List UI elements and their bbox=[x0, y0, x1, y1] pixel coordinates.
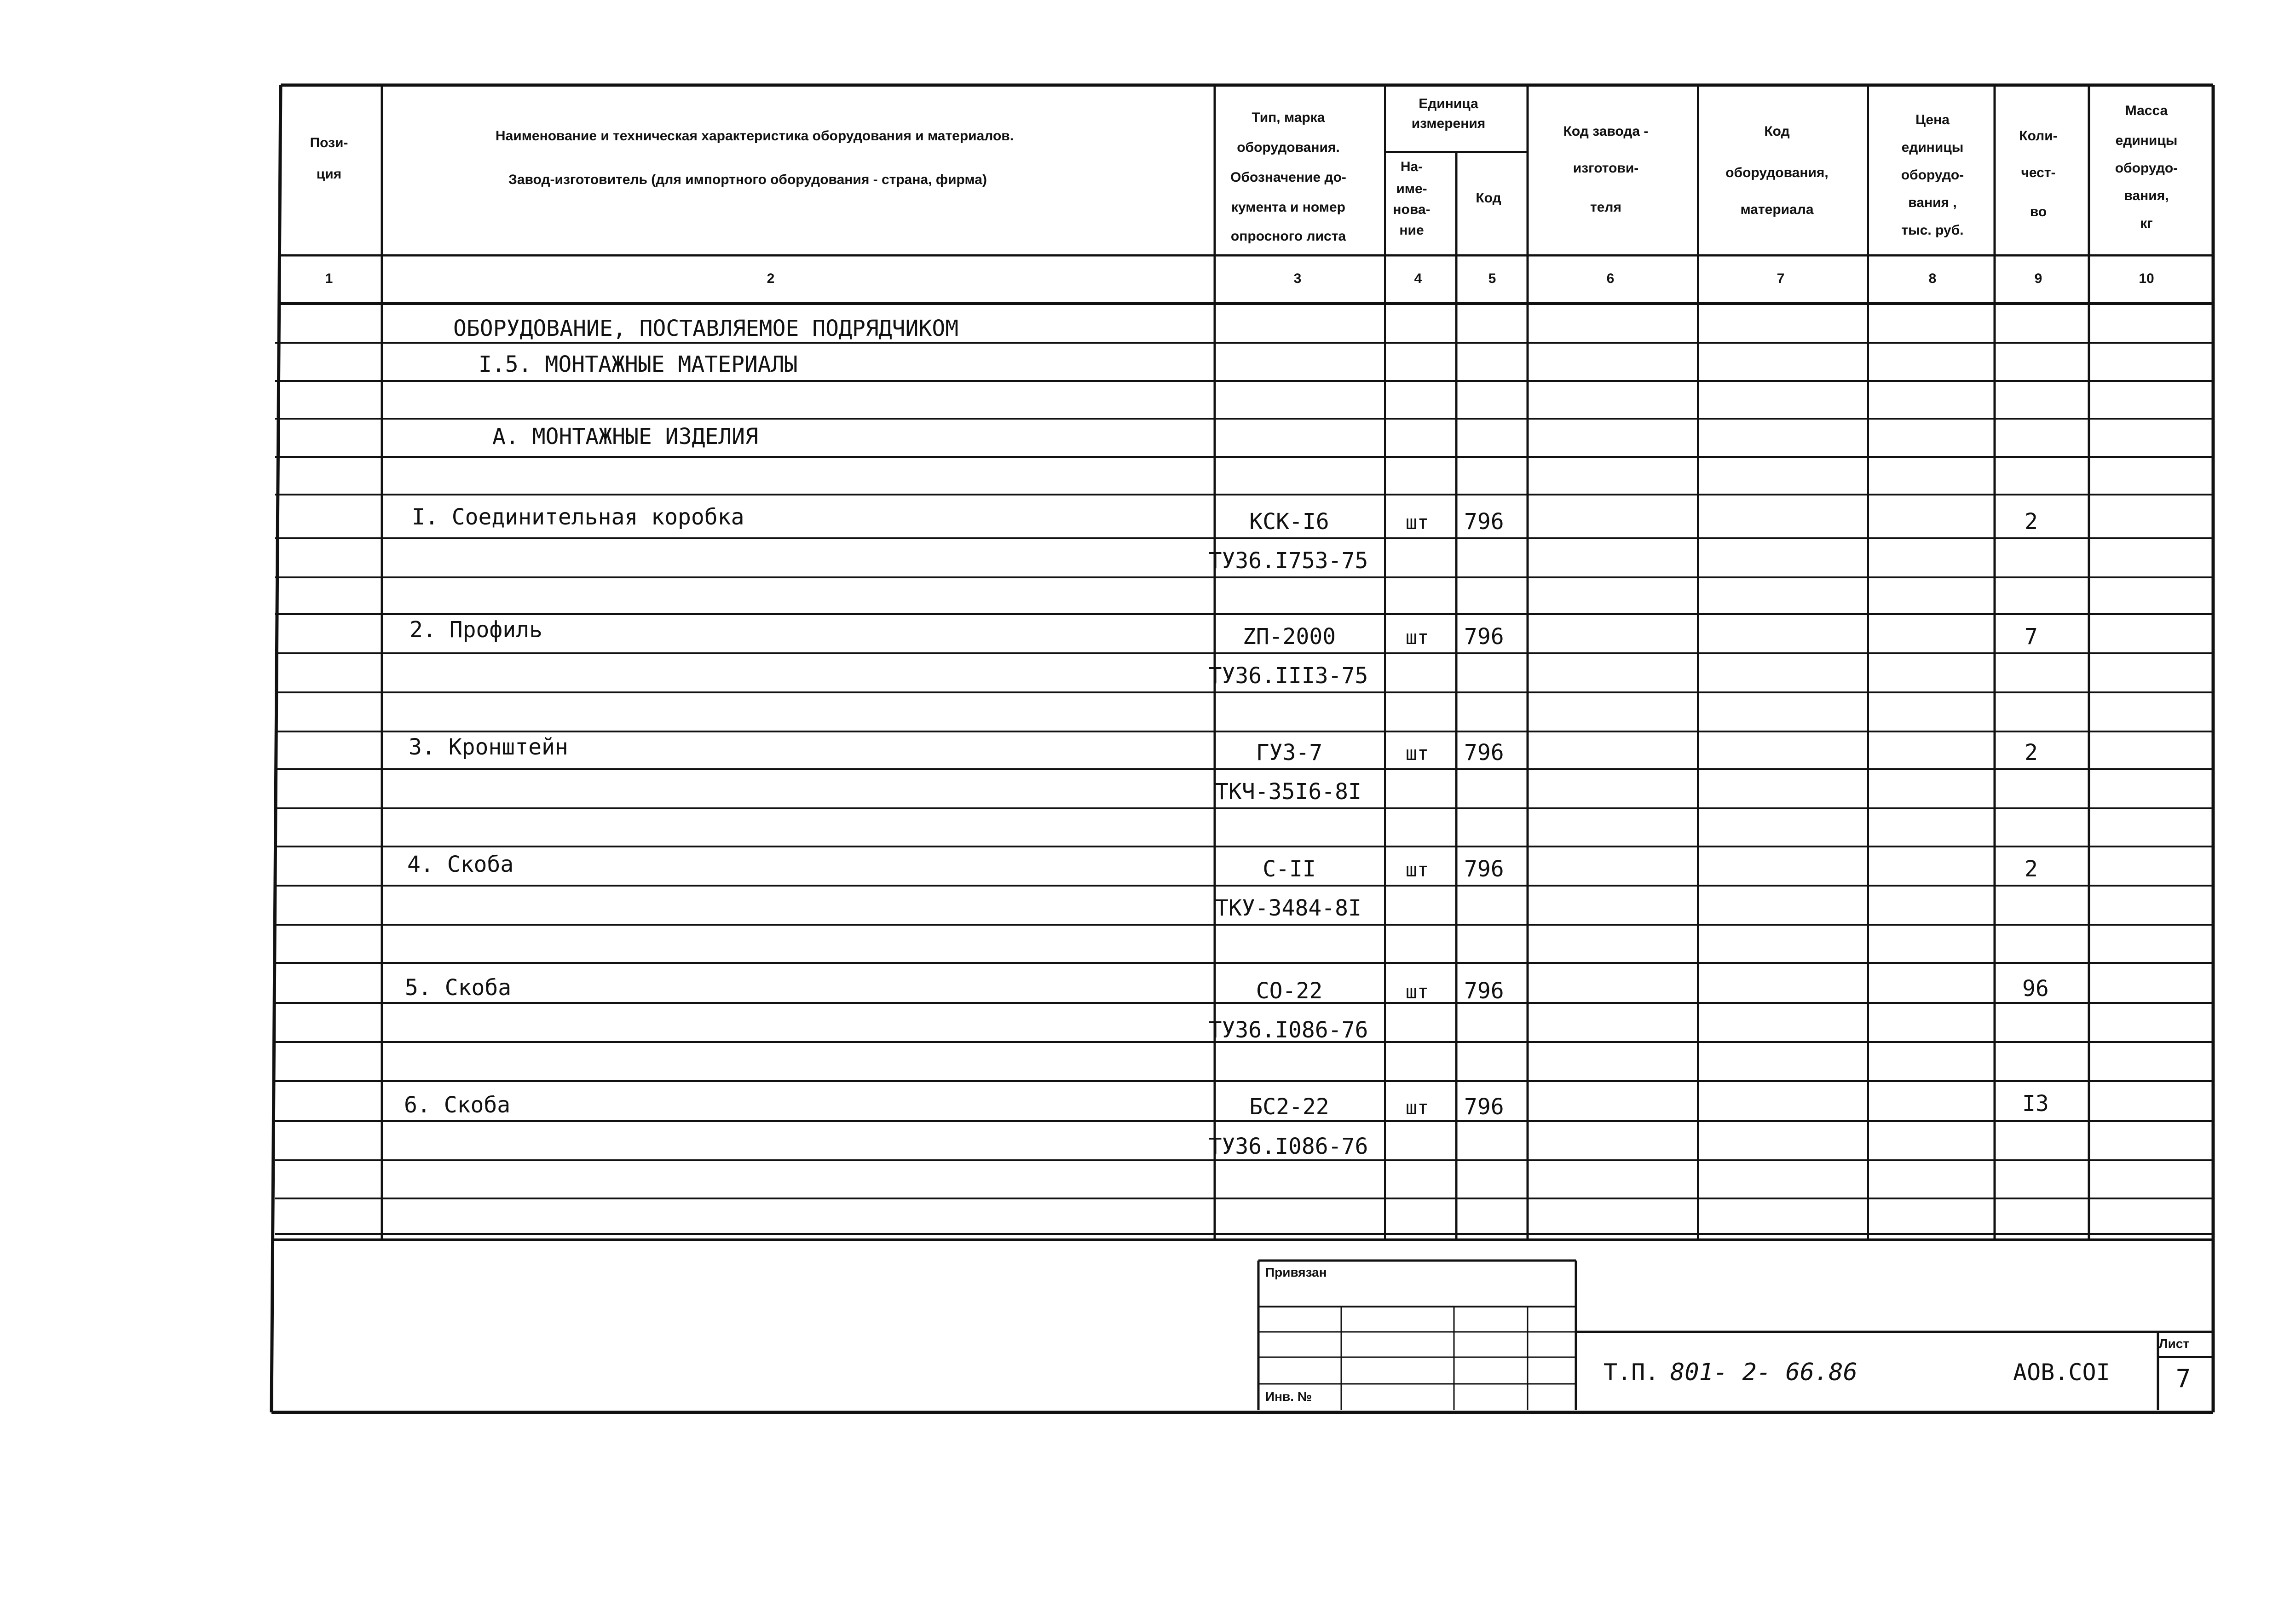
header-col9-line3: во bbox=[2030, 204, 2047, 219]
stamp-doc-code: АОВ.СОI bbox=[2013, 1359, 2110, 1386]
item-type: ГУЗ-7 bbox=[1256, 740, 1323, 766]
item-qty: 96 bbox=[2022, 976, 2049, 1002]
header-unit-line1: Единица bbox=[1419, 96, 1478, 111]
column-number-1: 1 bbox=[325, 271, 333, 286]
header-col3-line1: Тип, марка bbox=[1252, 110, 1325, 125]
column-number-4: 4 bbox=[1414, 271, 1422, 286]
item-qty: I3 bbox=[2022, 1091, 2049, 1117]
column-number-10: 10 bbox=[2139, 271, 2154, 286]
header-col8-line3: оборудо- bbox=[1901, 167, 1964, 183]
item-name: 4. Скоба bbox=[407, 852, 514, 877]
header-col8-line2: единицы bbox=[1901, 140, 1964, 155]
item-code: 796 bbox=[1464, 978, 1504, 1004]
header-col4-line2: име- bbox=[1396, 181, 1427, 196]
header-col10-line1: Масса bbox=[2125, 103, 2168, 118]
item-code: 796 bbox=[1464, 856, 1504, 882]
header-unit-line2: измерения bbox=[1411, 116, 1486, 131]
item-type: С-II bbox=[1263, 856, 1316, 882]
item-doc: ТУ36.I086-76 bbox=[1208, 1134, 1368, 1159]
item-code: 796 bbox=[1464, 740, 1504, 766]
header-col8-line4: вания , bbox=[1908, 195, 1957, 210]
item-type: БС2-22 bbox=[1249, 1094, 1329, 1120]
item-name: 2. Профиль bbox=[410, 617, 542, 643]
header-col10-line4: вания, bbox=[2124, 188, 2169, 203]
item-type: СО-22 bbox=[1256, 978, 1323, 1004]
stamp-sheet-label: Лист bbox=[2159, 1336, 2190, 1351]
header-col10-line3: оборудо- bbox=[2115, 161, 2178, 176]
item-type: ZП-2000 bbox=[1242, 624, 1336, 650]
header-col7-line3: материала bbox=[1740, 202, 1814, 217]
stamp-bound-label: Привязан bbox=[1265, 1265, 1327, 1279]
header-col8-line5: тыс. руб. bbox=[1901, 223, 1964, 238]
item-doc: ТУ36.I753-75 bbox=[1208, 548, 1368, 574]
stamp-project-number: 801- 2- 66.86 bbox=[1670, 1359, 1857, 1386]
section-title: ОБОРУДОВАНИЕ, ПОСТАВЛЯЕМОЕ ПОДРЯДЧИКОМ bbox=[453, 316, 959, 341]
header-col10-line2: единицы bbox=[2115, 133, 2178, 148]
header-col9-line2: чест- bbox=[2021, 165, 2056, 180]
column-number-9: 9 bbox=[2034, 271, 2042, 286]
item-doc: ТУ36.III3-75 bbox=[1208, 663, 1368, 689]
column-number-3: 3 bbox=[1293, 271, 1302, 286]
item-qty: 2 bbox=[2025, 509, 2038, 535]
item-unit: шт bbox=[1405, 511, 1429, 534]
header-col3-line2: оборудования. bbox=[1237, 140, 1340, 155]
item-type: КСК-I6 bbox=[1249, 509, 1329, 535]
item-doc: ТКЧ-35I6-8I bbox=[1215, 779, 1361, 805]
header-col10-line5: кг bbox=[2140, 216, 2153, 231]
column-number-2: 2 bbox=[767, 271, 775, 286]
header-col6-line1: Код завода - bbox=[1563, 124, 1649, 139]
column-number-8: 8 bbox=[1928, 271, 1937, 286]
section-subtitle: I.5. МОНТАЖНЫЕ МАТЕРИАЛЫ bbox=[479, 351, 798, 377]
header-col7-line2: оборудования, bbox=[1725, 165, 1829, 180]
item-qty: 2 bbox=[2025, 856, 2038, 882]
item-code: 796 bbox=[1464, 509, 1504, 535]
stamp-project-prefix: Т.П. bbox=[1604, 1359, 1659, 1386]
header-col6-line2: изготови- bbox=[1573, 161, 1639, 176]
header-col9-line1: Коли- bbox=[2019, 128, 2058, 144]
header-col3-line4: кумента и номер bbox=[1231, 200, 1346, 215]
header-col4-line4: ние bbox=[1399, 223, 1424, 238]
header-col2-line1: Наименование и техническая характеристика оборудования и материалов. bbox=[495, 128, 1014, 144]
item-name: 5. Скоба bbox=[405, 975, 512, 1001]
item-name: I. Соединительная коробка bbox=[412, 504, 744, 530]
header-col6-line3: теля bbox=[1590, 200, 1621, 215]
item-unit: шт bbox=[1405, 1096, 1429, 1119]
header-col2-line2: Завод-изготовитель (для импортного оборудования - страна, фирма) bbox=[508, 172, 987, 187]
header-col3-line3: Обозначение до- bbox=[1230, 170, 1346, 185]
column-number-5: 5 bbox=[1488, 271, 1496, 286]
item-code: 796 bbox=[1464, 624, 1504, 650]
header-col1-line2: ция bbox=[316, 167, 342, 182]
header-col1-line1: Пози- bbox=[310, 135, 348, 150]
item-name: 6. Скоба bbox=[404, 1092, 511, 1118]
header-col7-line1: Код bbox=[1764, 124, 1790, 139]
column-number-7: 7 bbox=[1777, 271, 1785, 286]
header-col5: Код bbox=[1476, 190, 1501, 206]
item-qty: 2 bbox=[2025, 740, 2038, 766]
item-doc: ТУ36.I086-76 bbox=[1208, 1017, 1368, 1043]
stamp-sheet-number: 7 bbox=[2175, 1364, 2191, 1393]
item-unit: шт bbox=[1405, 742, 1429, 765]
header-col8-line1: Цена bbox=[1915, 112, 1950, 127]
header-col4-line1: На- bbox=[1400, 159, 1423, 174]
item-unit: шт bbox=[1405, 626, 1429, 649]
item-unit: шт bbox=[1405, 980, 1429, 1003]
stamp-inv-label: Инв. № bbox=[1265, 1389, 1312, 1404]
column-number-6: 6 bbox=[1606, 271, 1615, 286]
header-col3-line5: опросного листа bbox=[1230, 229, 1346, 244]
item-code: 796 bbox=[1464, 1094, 1504, 1120]
header-col4-line3: нова- bbox=[1393, 202, 1431, 217]
section-group: А. МОНТАЖНЫЕ ИЗДЕЛИЯ bbox=[492, 424, 758, 449]
item-qty: 7 bbox=[2025, 624, 2038, 650]
item-unit: шт bbox=[1405, 858, 1429, 881]
item-doc: ТКУ-3484-8I bbox=[1215, 895, 1361, 921]
item-name: 3. Кронштейн bbox=[409, 734, 568, 760]
